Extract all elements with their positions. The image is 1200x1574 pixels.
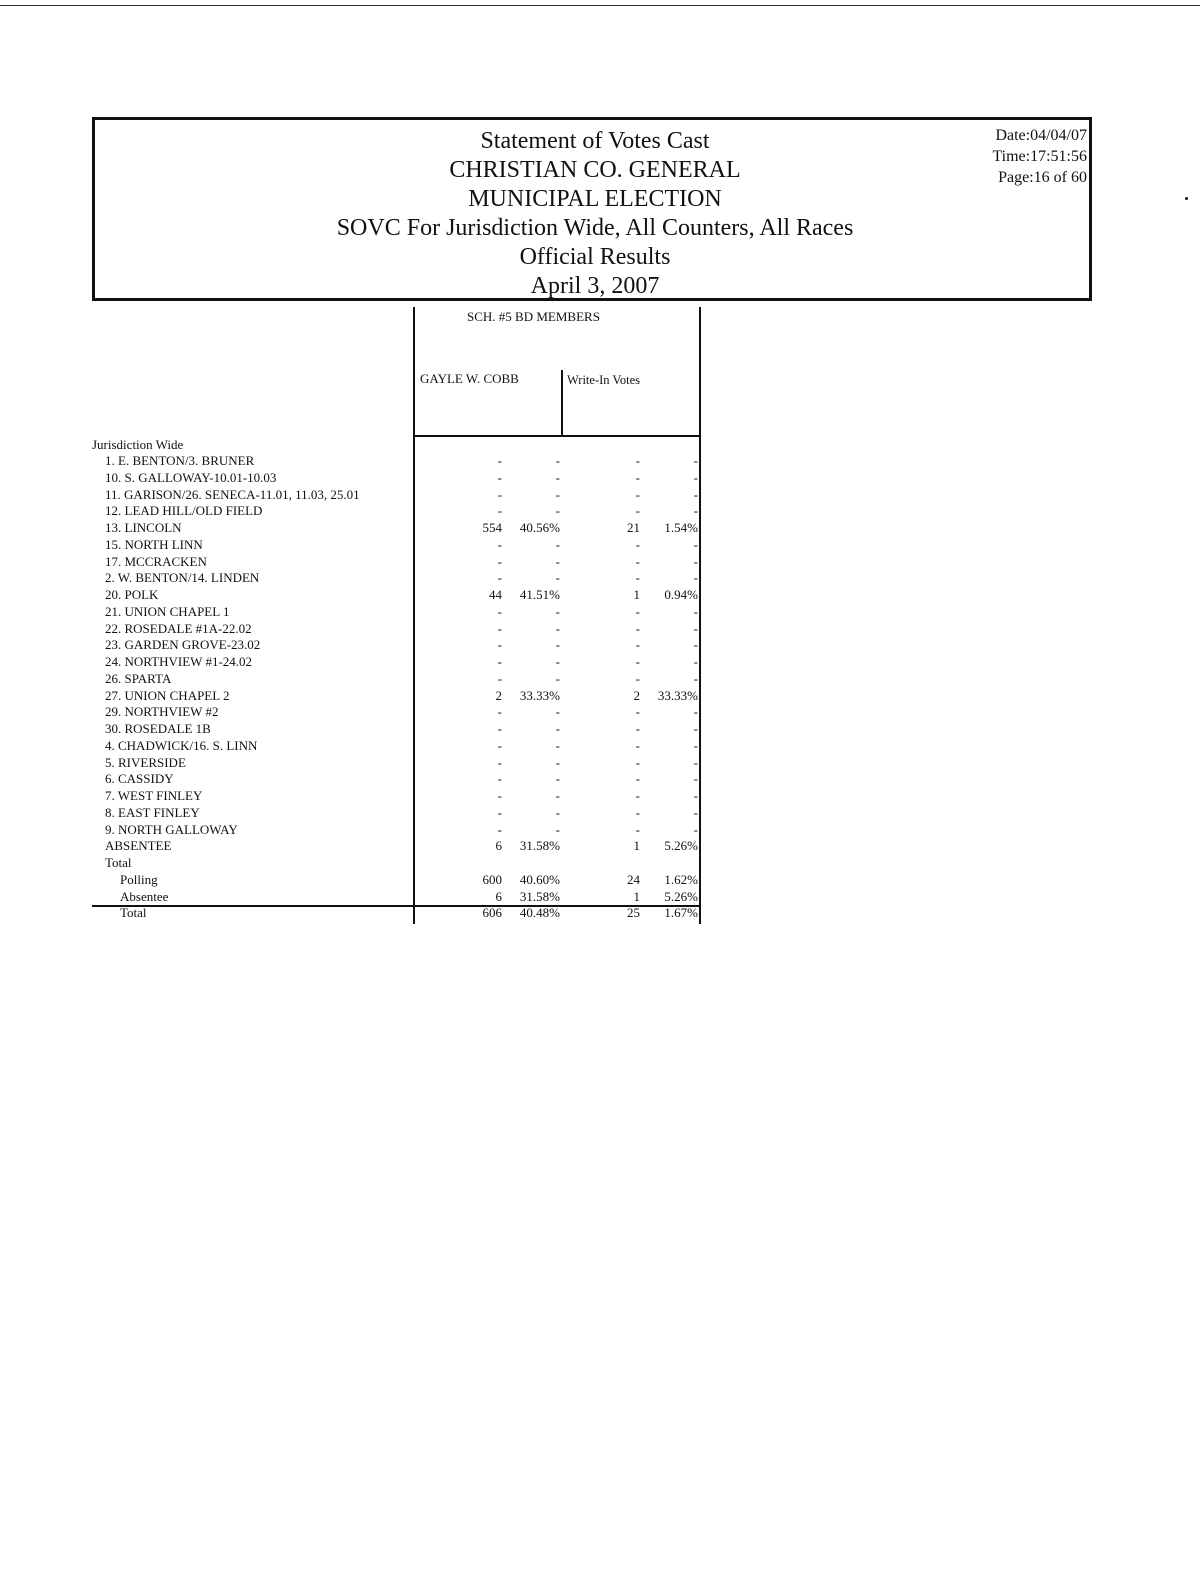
row-cobb-percent: 40.56% [519, 520, 560, 535]
row-cobb-percent: 40.60% [519, 871, 560, 887]
table-row [92, 604, 702, 621]
row-writein-votes: 25 [627, 905, 640, 921]
row-cobb-percent: - [555, 654, 560, 669]
row-writein-percent: 5.26% [664, 888, 698, 904]
row-label: 30. ROSEDALE 1B [105, 721, 211, 736]
row-cobb-votes: - [497, 654, 502, 669]
row-label: Total [105, 855, 132, 870]
row-writein-votes: 1 [633, 587, 640, 602]
row-cobb-votes: - [497, 721, 502, 736]
row-writein-percent: - [693, 553, 698, 569]
row-label: 20. POLK [105, 587, 159, 602]
row-writein-percent: - [693, 654, 698, 669]
row-cobb-percent: - [555, 603, 560, 619]
row-writein-percent: - [693, 486, 698, 502]
row-cobb-percent: - [555, 754, 560, 770]
row-writein-percent: - [693, 570, 698, 586]
row-writein-votes: - [635, 620, 640, 636]
row-writein-percent: - [693, 771, 698, 787]
row-writein-percent: - [693, 503, 698, 519]
row-label: 23. GARDEN GROVE-23.02 [105, 637, 261, 653]
row-writein-percent: - [693, 620, 698, 636]
table-row [92, 822, 702, 839]
row-cobb-votes: 606 [482, 905, 502, 921]
row-label: 1. E. BENTON/3. BRUNER [105, 453, 255, 468]
row-cobb-votes: - [497, 503, 502, 519]
table-row [92, 738, 702, 755]
candidate-2-header: Write-In Votes [567, 373, 640, 387]
candidate-divider [561, 370, 563, 437]
title-line-1: Statement of Votes Cast [480, 128, 710, 154]
table-row [92, 872, 702, 889]
table-row [92, 587, 702, 604]
table-row [92, 771, 702, 788]
row-cobb-votes: 2 [495, 687, 502, 703]
row-label: 29. NORTHVIEW #2 [105, 704, 219, 720]
row-writein-votes: - [635, 570, 640, 586]
row-writein-votes: - [635, 469, 640, 485]
row-cobb-percent: - [555, 469, 560, 485]
row-label: 12. LEAD HILL/OLD FIELD [105, 503, 263, 519]
row-cobb-percent: 31.58% [519, 888, 560, 904]
header-bottom-rule [413, 435, 701, 437]
table-row [92, 487, 702, 504]
row-cobb-percent: - [555, 536, 560, 552]
table-row [92, 755, 702, 772]
table-row [92, 503, 702, 520]
row-cobb-percent: - [555, 721, 560, 736]
row-cobb-votes: 6 [495, 838, 502, 854]
row-label: 7. WEST FINLEY [105, 788, 203, 803]
row-cobb-percent: 40.48% [519, 905, 560, 921]
row-cobb-votes: - [497, 754, 502, 770]
row-writein-percent: 5.26% [664, 838, 698, 854]
row-cobb-votes: - [497, 486, 502, 502]
title-line-3: MUNICIPAL ELECTION [468, 186, 722, 212]
row-writein-votes: - [635, 603, 640, 619]
row-label: 8. EAST FINLEY [105, 804, 200, 820]
table-row [92, 905, 702, 922]
row-cobb-votes: - [497, 553, 502, 569]
row-label: Absentee [120, 888, 169, 904]
row-writein-percent: - [693, 788, 698, 803]
row-writein-votes: 1 [633, 888, 640, 904]
row-label: 9. NORTH GALLOWAY [105, 821, 238, 837]
row-cobb-percent: 33.33% [519, 687, 560, 703]
row-cobb-percent: - [555, 704, 560, 720]
row-writein-percent: 1.67% [664, 905, 698, 921]
row-label: 10. S. GALLOWAY-10.01-10.03 [105, 469, 277, 485]
table-row [92, 520, 702, 537]
row-label: 17. MCCRACKEN [105, 553, 207, 569]
row-cobb-percent: - [555, 503, 560, 519]
row-cobb-percent: - [555, 620, 560, 636]
row-label: 26. SPARTA [105, 670, 172, 686]
row-cobb-percent: - [555, 453, 560, 468]
row-cobb-percent: 41.51% [519, 587, 560, 602]
row-writein-votes: 2 [633, 687, 640, 703]
row-cobb-votes: - [497, 737, 502, 753]
row-writein-percent: - [693, 754, 698, 770]
row-cobb-percent: - [555, 788, 560, 803]
row-cobb-votes: - [497, 804, 502, 820]
row-writein-votes: - [635, 821, 640, 837]
row-writein-votes: - [635, 536, 640, 552]
row-writein-percent: - [693, 453, 698, 468]
title-line-5: Official Results [519, 244, 671, 270]
row-writein-percent: - [693, 469, 698, 485]
section-label: Jurisdiction Wide [92, 437, 184, 452]
report-date: Date:04/04/07 [995, 127, 1087, 144]
table-row [92, 537, 702, 554]
row-cobb-votes: - [497, 821, 502, 837]
row-label: Polling [120, 871, 158, 887]
row-writein-percent: - [693, 704, 698, 720]
row-cobb-votes: - [497, 704, 502, 720]
row-cobb-percent: - [555, 553, 560, 569]
table-row [92, 637, 702, 654]
row-cobb-percent: - [555, 804, 560, 820]
row-writein-percent: - [693, 536, 698, 552]
row-cobb-percent: - [555, 821, 560, 837]
report-time: Time:17:51:56 [992, 148, 1087, 165]
table-row [92, 654, 702, 671]
row-writein-votes: - [635, 553, 640, 569]
race-title: SCH. #5 BD MEMBERS [467, 309, 600, 324]
row-writein-votes: - [635, 637, 640, 653]
row-label: 21. UNION CHAPEL 1 [105, 603, 230, 619]
row-label: Total [120, 905, 147, 921]
row-writein-percent: - [693, 603, 698, 619]
row-label: ABSENTEE [105, 838, 172, 854]
row-writein-percent: - [693, 737, 698, 753]
report-header-box [92, 117, 1092, 301]
row-cobb-votes: - [497, 637, 502, 653]
row-writein-votes: - [635, 754, 640, 770]
title-line-6: April 3, 2007 [530, 273, 660, 299]
row-writein-percent: - [693, 804, 698, 820]
table-row [92, 704, 702, 721]
table-row [92, 671, 702, 688]
row-label: 11. GARISON/26. SENECA-11.01, 11.03, 25.01 [105, 486, 360, 502]
report-title [95, 127, 1095, 301]
row-cobb-votes: 6 [495, 888, 502, 904]
title-line-2: CHRISTIAN CO. GENERAL [449, 157, 741, 183]
row-writein-votes: - [635, 788, 640, 803]
row-writein-percent: 1.54% [664, 520, 698, 535]
row-cobb-percent: - [555, 570, 560, 586]
scan-speck [1185, 197, 1188, 200]
row-cobb-votes: 554 [482, 520, 502, 535]
row-writein-votes: - [635, 704, 640, 720]
row-cobb-percent: - [555, 486, 560, 502]
row-label: 27. UNION CHAPEL 2 [105, 687, 230, 703]
row-writein-percent: 33.33% [657, 687, 698, 703]
row-writein-votes: - [635, 453, 640, 468]
row-writein-percent: - [693, 721, 698, 736]
row-writein-votes: 24 [627, 871, 640, 887]
row-writein-votes: 1 [633, 838, 640, 854]
row-cobb-votes: - [497, 771, 502, 787]
row-label: 6. CASSIDY [105, 771, 174, 787]
row-writein-percent: - [693, 821, 698, 837]
row-label: 22. ROSEDALE #1A-22.02 [105, 620, 252, 636]
row-writein-votes: - [635, 804, 640, 820]
row-cobb-percent: - [555, 771, 560, 787]
row-label: 4. CHADWICK/16. S. LINN [105, 737, 258, 753]
row-writein-votes: 21 [627, 520, 640, 535]
row-cobb-votes: - [497, 570, 502, 586]
row-label: 24. NORTHVIEW #1-24.02 [105, 654, 253, 669]
title-line-4: SOVC For Jurisdiction Wide, All Counters, All Races [336, 215, 854, 241]
row-label: 15. NORTH LINN [105, 536, 203, 552]
row-cobb-votes: - [497, 453, 502, 468]
candidate-1-header: GAYLE W. COBB [420, 371, 519, 386]
row-cobb-votes: 44 [489, 587, 502, 602]
row-writein-percent: - [693, 670, 698, 686]
table-row [92, 470, 702, 487]
row-writein-percent: 0.94% [664, 587, 698, 602]
row-cobb-votes: - [497, 620, 502, 636]
report-page: Page:16 of 60 [998, 169, 1087, 186]
table-row [92, 453, 702, 470]
row-cobb-percent: - [555, 737, 560, 753]
row-cobb-votes: - [497, 469, 502, 485]
row-writein-votes: - [635, 771, 640, 787]
row-writein-percent: - [693, 637, 698, 653]
table-row [92, 554, 702, 571]
row-cobb-votes: - [497, 536, 502, 552]
row-writein-percent: 1.62% [664, 871, 698, 887]
row-label: 2. W. BENTON/14. LINDEN [105, 570, 260, 586]
table-row [92, 855, 702, 872]
row-writein-votes: - [635, 654, 640, 669]
table-row [92, 570, 702, 587]
report-meta [992, 125, 1087, 188]
scan-edge-line [0, 5, 1200, 6]
row-cobb-percent: - [555, 670, 560, 686]
row-cobb-votes: - [497, 788, 502, 803]
row-writein-votes: - [635, 737, 640, 753]
table-row [92, 805, 702, 822]
row-cobb-votes: 600 [482, 871, 502, 887]
table-row [92, 788, 702, 805]
table-row [92, 721, 702, 738]
table-row [92, 889, 702, 906]
row-writein-votes: - [635, 503, 640, 519]
row-cobb-votes: - [497, 670, 502, 686]
row-writein-votes: - [635, 670, 640, 686]
row-label: 13. LINCOLN [105, 520, 182, 535]
row-cobb-percent: 31.58% [519, 838, 560, 854]
row-writein-votes: - [635, 721, 640, 736]
table-row [92, 621, 702, 638]
table-row [92, 688, 702, 705]
row-writein-votes: - [635, 486, 640, 502]
table-row [92, 838, 702, 855]
row-cobb-votes: - [497, 603, 502, 619]
row-cobb-percent: - [555, 637, 560, 653]
row-label: 5. RIVERSIDE [105, 754, 186, 770]
